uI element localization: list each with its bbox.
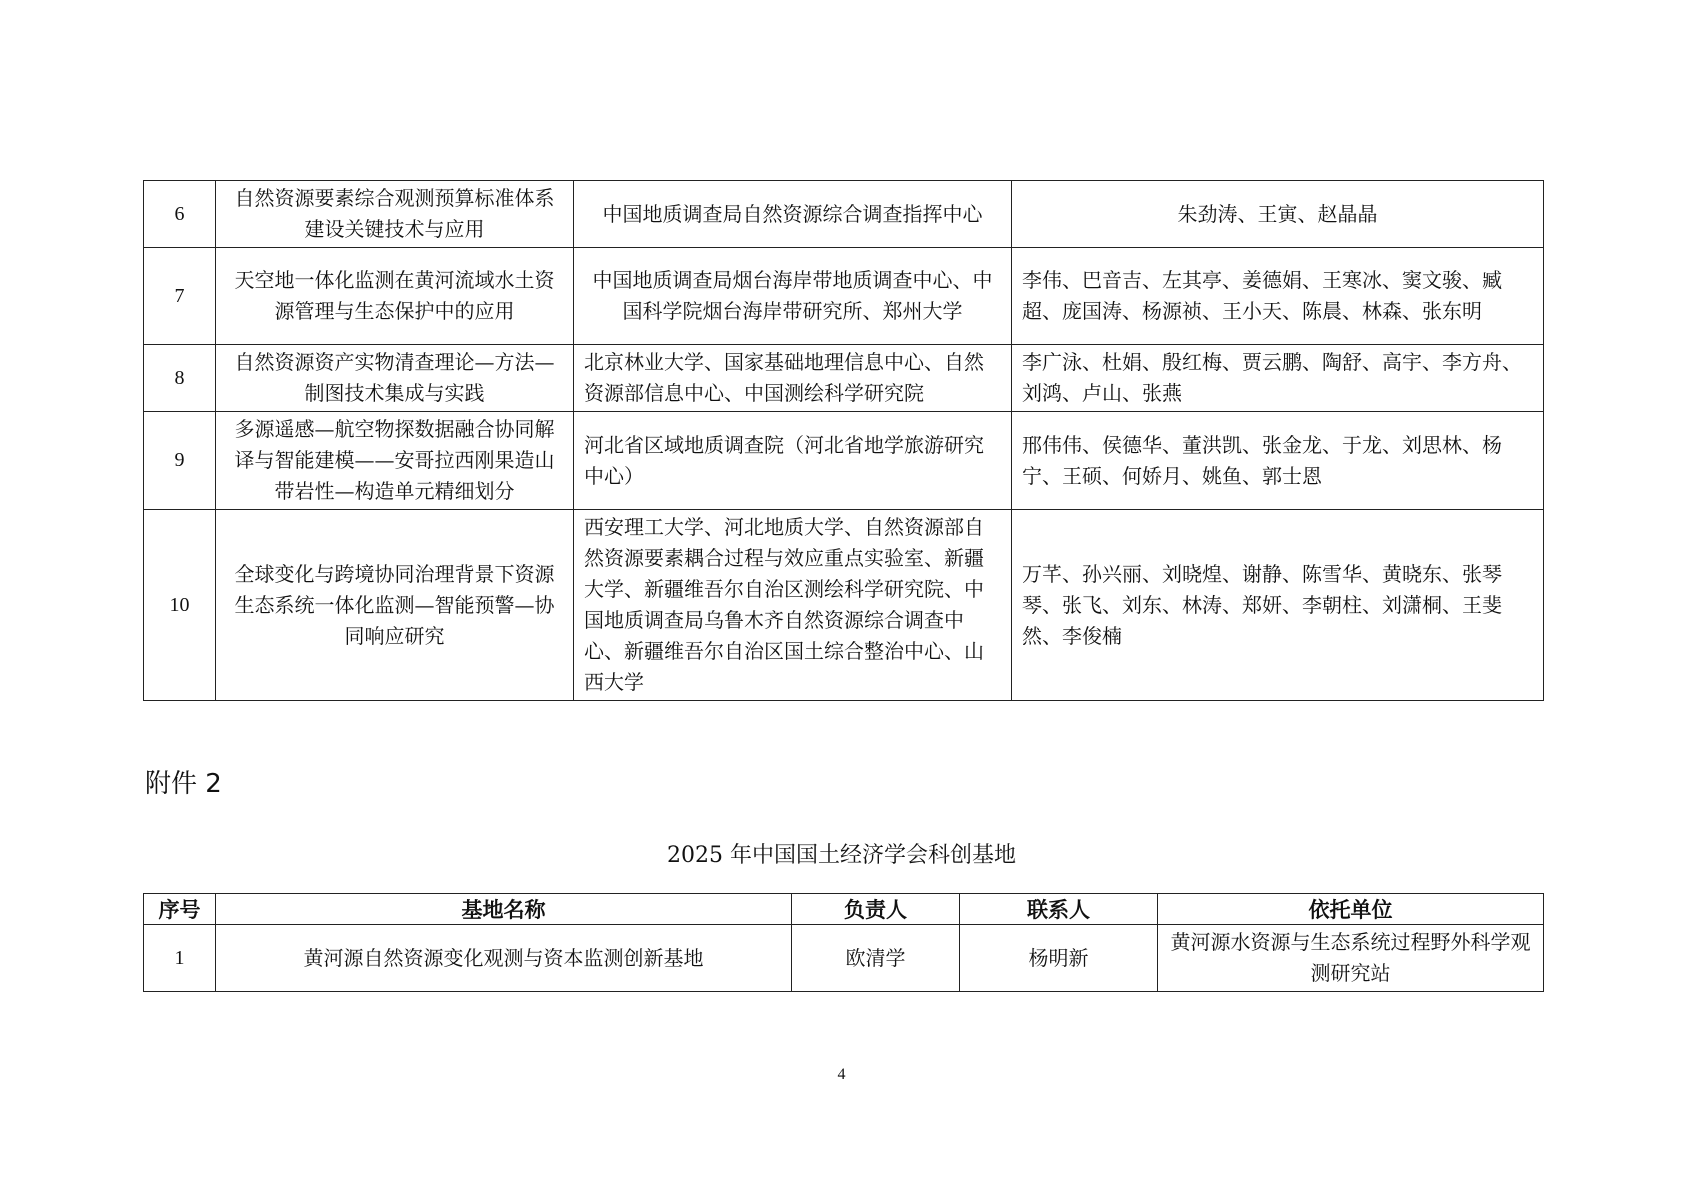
completing-unit: 北京林业大学、国家基础地理信息中心、自然资源部信息中心、中国测绘科学研究院 (574, 345, 1012, 412)
completing-people: 李广泳、杜娟、殷红梅、贾云鹏、陶舒、高宇、李方舟、刘鸿、卢山、张燕 (1012, 345, 1544, 412)
base-name: 黄河源自然资源变化观测与资本监测创新基地 (216, 925, 792, 992)
completing-unit: 河北省区域地质调查院（河北省地学旅游研究中心） (574, 412, 1012, 510)
completing-people: 朱劲涛、王寅、赵晶晶 (1012, 181, 1544, 248)
row-number: 1 (144, 925, 216, 992)
section-title: 2025 年中国国土经济学会科创基地 (667, 843, 1016, 868)
table-row (144, 412, 1544, 510)
table-row (144, 510, 1544, 701)
row-number: 7 (144, 248, 216, 345)
table-row (144, 345, 1544, 412)
header-number: 序号 (144, 894, 216, 925)
awards-table (143, 180, 1544, 701)
project-name: 自然资源要素综合观测预算标准体系建设关键技术与应用 (216, 181, 574, 248)
page-number: 4 (837, 1066, 846, 1083)
row-number: 10 (144, 510, 216, 701)
completing-unit: 西安理工大学、河北地质大学、自然资源部自然资源要素耦合过程与效应重点实验室、新疆大学、新疆维吾尔自治区测绘科学研究院、中国地质调查局乌鲁木齐自然资源综合调查中心、新疆维吾尔自治区国土综合整治中心、山西大学 (574, 510, 1012, 701)
header-base-name: 基地名称 (216, 894, 792, 925)
project-name: 天空地一体化监测在黄河流域水土资源管理与生态保护中的应用 (216, 248, 574, 345)
row-number: 8 (144, 345, 216, 412)
attachment-label: 附件 2 (145, 769, 222, 799)
header-leader: 负责人 (792, 894, 960, 925)
completing-unit: 中国地质调查局烟台海岸带地质调查中心、中国科学院烟台海岸带研究所、郑州大学 (574, 248, 1012, 345)
host-unit: 黄河源水资源与生态系统过程野外科学观测研究站 (1158, 925, 1544, 992)
bases-table (143, 893, 1544, 992)
project-name: 自然资源资产实物清查理论—方法—制图技术集成与实践 (216, 345, 574, 412)
leader-name: 欧清学 (792, 925, 960, 992)
table-row (144, 181, 1544, 248)
table-row (144, 248, 1544, 345)
header-host-unit: 依托单位 (1158, 894, 1544, 925)
contact-name: 杨明新 (960, 925, 1158, 992)
completing-unit: 中国地质调查局自然资源综合调查指挥中心 (574, 181, 1012, 248)
completing-people: 万芊、孙兴丽、刘晓煌、谢静、陈雪华、黄晓东、张琴琴、张飞、刘东、林涛、郑妍、李朝柱、刘潇桐、王斐然、李俊楠 (1012, 510, 1544, 701)
table-row (144, 925, 1544, 992)
project-name: 多源遥感—航空物探数据融合协同解译与智能建模——安哥拉西刚果造山带岩性—构造单元精细划分 (216, 412, 574, 510)
row-number: 9 (144, 412, 216, 510)
completing-people: 李伟、巴音吉、左其亭、姜德娟、王寒冰、窦文骏、臧超、庞国涛、杨源祯、王小天、陈晨、林森、张东明 (1012, 248, 1544, 345)
row-number: 6 (144, 181, 216, 248)
header-contact: 联系人 (960, 894, 1158, 925)
completing-people: 邢伟伟、侯德华、董洪凯、张金龙、于龙、刘思林、杨宁、王硕、何娇月、姚鱼、郭士恩 (1012, 412, 1544, 510)
table-header-row (144, 894, 1544, 925)
project-name: 全球变化与跨境协同治理背景下资源生态系统一体化监测—智能预警—协同响应研究 (216, 510, 574, 701)
